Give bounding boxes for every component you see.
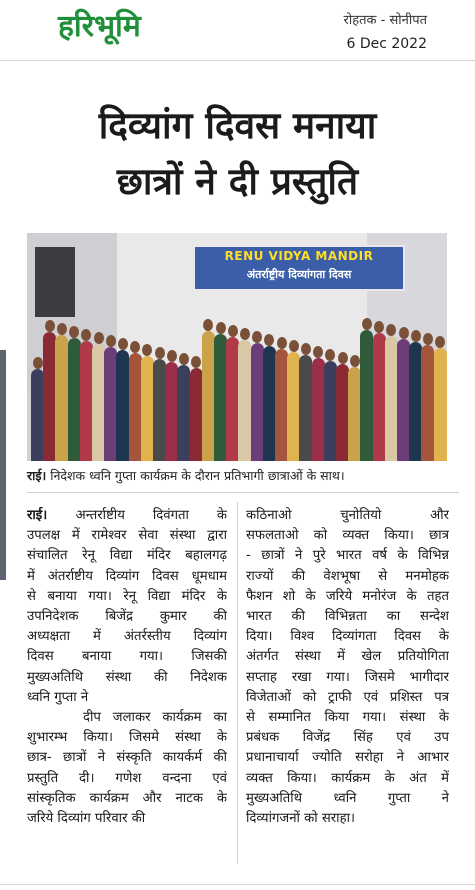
photo-person bbox=[348, 367, 361, 461]
photo-person bbox=[251, 343, 264, 461]
photo-person-head bbox=[228, 325, 238, 337]
photo-person-head bbox=[57, 323, 67, 335]
article-line: मुख्यअतिथि संस्था की निदेशक bbox=[27, 669, 227, 685]
photo-person bbox=[165, 362, 178, 461]
photo-person-head bbox=[399, 327, 409, 339]
photo-person bbox=[141, 356, 154, 461]
photo-person bbox=[129, 353, 142, 461]
photo-person-head bbox=[216, 322, 226, 334]
article-line: सप्ताह रखा गया। जिसमे भागीदार bbox=[246, 669, 449, 685]
photo-person-head bbox=[130, 341, 140, 353]
article-line: से सम्मानित किया गया। संस्था के bbox=[246, 710, 449, 726]
photo-person bbox=[312, 358, 325, 461]
publication-date: 6 Dec 2022 bbox=[346, 36, 427, 52]
photo-person bbox=[385, 336, 398, 461]
photo-person-head bbox=[264, 334, 274, 346]
photo-person-head bbox=[350, 355, 360, 367]
article-line: - छात्रों ने पुरे भारत वर्ष के विभिन्न bbox=[246, 548, 449, 564]
photo-person-head bbox=[155, 347, 165, 359]
photo-person-head bbox=[277, 337, 287, 349]
article-line: संचालित रेनू विद्या मंदिर बहालगढ़ bbox=[27, 548, 227, 564]
article-line: अंतर्गत संस्था में खेल प्रतियोगिता bbox=[246, 649, 449, 665]
article-line: राई। अन्तर्राष्टीय दिवंगता के bbox=[27, 508, 227, 523]
photo-person-head bbox=[142, 344, 152, 356]
photo-person bbox=[214, 334, 227, 461]
photo-person-head bbox=[301, 343, 311, 355]
photo-person bbox=[190, 368, 203, 461]
article-line: ध्वनि गुप्ता ने bbox=[27, 689, 89, 705]
article-line: सांस्कृतिक कार्यक्रम और नाटक के bbox=[27, 790, 227, 806]
photo-person-head bbox=[289, 340, 299, 352]
article-line: दिया। विश्व दिव्यांगता दिवस के bbox=[246, 629, 449, 645]
photo-person bbox=[226, 337, 239, 461]
photo-person bbox=[397, 339, 410, 461]
photo-caption bbox=[27, 466, 427, 486]
photo-person bbox=[68, 338, 81, 461]
photo-person-head bbox=[179, 353, 189, 365]
article-line: विजेताओं को ट्राफी एवं प्रशिस्त पत्र bbox=[246, 689, 449, 705]
column-separator bbox=[237, 502, 238, 864]
photo-person bbox=[263, 346, 276, 461]
article-line: उपलक्ष में रामेश्वर सेवा संस्था द्वारा bbox=[27, 528, 227, 544]
article-line: प्रधानाचार्या ज्योति सरोहा ने आभार bbox=[246, 750, 449, 766]
article-line: फैशन शो के जरिये मनोरंज के तहत bbox=[246, 588, 449, 604]
photo-person-head bbox=[240, 328, 250, 340]
photo-person bbox=[31, 369, 44, 461]
photo-person bbox=[177, 365, 190, 461]
photo-person bbox=[299, 355, 312, 461]
photo-person bbox=[275, 349, 288, 461]
photo-person bbox=[104, 347, 117, 461]
article-line: प्रस्तुति दी। गणेश वन्दना एवं bbox=[27, 770, 227, 786]
photo-person-head bbox=[191, 356, 201, 368]
photo-person bbox=[421, 345, 434, 461]
photo-person-head bbox=[33, 357, 43, 369]
photo-person bbox=[287, 352, 300, 461]
photo-person bbox=[55, 335, 68, 461]
photo-person bbox=[336, 364, 349, 461]
article-line: व्यक्त किया। कार्यक्रम के अंत में bbox=[246, 770, 449, 786]
banner-event-name: अंतर्राष्ट्रीय दिव्यांगता दिवस bbox=[246, 268, 352, 281]
caption-text: निदेशक ध्वनि गुप्ता कार्यक्रम के दौरान प्रतिभागी छात्राओं के साथ। bbox=[50, 468, 345, 483]
photo-person bbox=[409, 342, 422, 461]
masthead-divider bbox=[0, 60, 475, 61]
article-line: भारत की विभिन्नता का सन्देश bbox=[246, 609, 449, 625]
caption-dateline: राई। bbox=[27, 468, 47, 483]
photo-person-head bbox=[313, 346, 323, 358]
photo-person bbox=[92, 344, 105, 461]
photo-person bbox=[238, 340, 251, 461]
article-column-2 bbox=[246, 506, 449, 829]
photo-person bbox=[153, 359, 166, 461]
photo-person bbox=[43, 332, 56, 461]
article-line: कठिनाओ चुनोतियो और bbox=[246, 508, 449, 523]
article-line: दिव्यांगजनों को सराहा। bbox=[246, 811, 356, 827]
headline-line-2: छात्रों ने दी प्रस्तुति bbox=[116, 160, 359, 203]
photo-person bbox=[116, 350, 129, 461]
photo-stage-banner bbox=[193, 245, 405, 291]
headline-line-1: दिव्यांग दिवस मनाया bbox=[98, 104, 377, 147]
article-line: दीप जलाकर कार्यक्रम का bbox=[83, 710, 227, 726]
photo-person-head bbox=[252, 331, 262, 343]
photo-person-head bbox=[423, 333, 433, 345]
photo-person-head bbox=[118, 338, 128, 350]
article-line: शुभारम्भ किया। जिसमे संस्था के bbox=[27, 730, 227, 746]
article-column-1 bbox=[27, 506, 227, 829]
page-bottom-rule bbox=[0, 884, 475, 885]
photo-person-head bbox=[325, 349, 335, 361]
photo-person-head bbox=[167, 350, 177, 362]
caption-divider bbox=[27, 492, 459, 493]
article-line: सफलताओ को व्यक्त किया। छात्र bbox=[246, 528, 449, 544]
headline bbox=[0, 98, 475, 210]
masthead bbox=[0, 0, 475, 58]
article-line: में अंतर्राष्टीय दिव्यांग दिवस धूमधाम bbox=[27, 568, 227, 584]
photo-person bbox=[360, 330, 373, 461]
photo-person-head bbox=[203, 319, 213, 331]
photo-person bbox=[324, 361, 337, 461]
photo-person-head bbox=[45, 320, 55, 332]
article-line: मुख्यअतिथि ध्वनि गुप्ता ने bbox=[246, 790, 449, 806]
banner-school-name: RENU VIDYA MANDIR bbox=[224, 249, 374, 263]
article-line: जरिये दिव्यांग परिवार की bbox=[27, 811, 146, 827]
article-line: से बनाया गया। रेनू विद्या मंदिर के bbox=[27, 588, 227, 604]
photo-person bbox=[434, 348, 447, 461]
event-group-photo bbox=[27, 233, 447, 461]
photo-person bbox=[80, 341, 93, 461]
newspaper-logo: हरिभूमि bbox=[58, 9, 141, 44]
article-line: दिवस बनाया गया। जिसकी bbox=[27, 649, 227, 665]
photo-person bbox=[373, 333, 386, 461]
photo-person-head bbox=[362, 318, 372, 330]
photo-person-head bbox=[94, 332, 104, 344]
article-line: उपनिदेशक बिजेंद्र कुमार की bbox=[27, 609, 227, 625]
adjacent-article-image-edge bbox=[0, 350, 6, 580]
article-line: प्रबंधक विजेंद्र सिंह एवं उप bbox=[246, 730, 449, 746]
edition-label: रोहतक - सोनीपत bbox=[343, 13, 427, 28]
photo-doorway bbox=[35, 247, 75, 317]
article-line: अध्यक्षता में अंतर्रस्तीय दिव्यांग bbox=[27, 629, 227, 645]
article-line: राज्यों की वेशभूषा से मनमोहक bbox=[246, 568, 449, 584]
photo-person-head bbox=[338, 352, 348, 364]
photo-person-head bbox=[411, 330, 421, 342]
photo-person-head bbox=[106, 335, 116, 347]
article-line: छात्र- छात्रों ने संस्कृति कायर्कर्म की bbox=[27, 750, 227, 766]
photo-person bbox=[202, 331, 215, 461]
